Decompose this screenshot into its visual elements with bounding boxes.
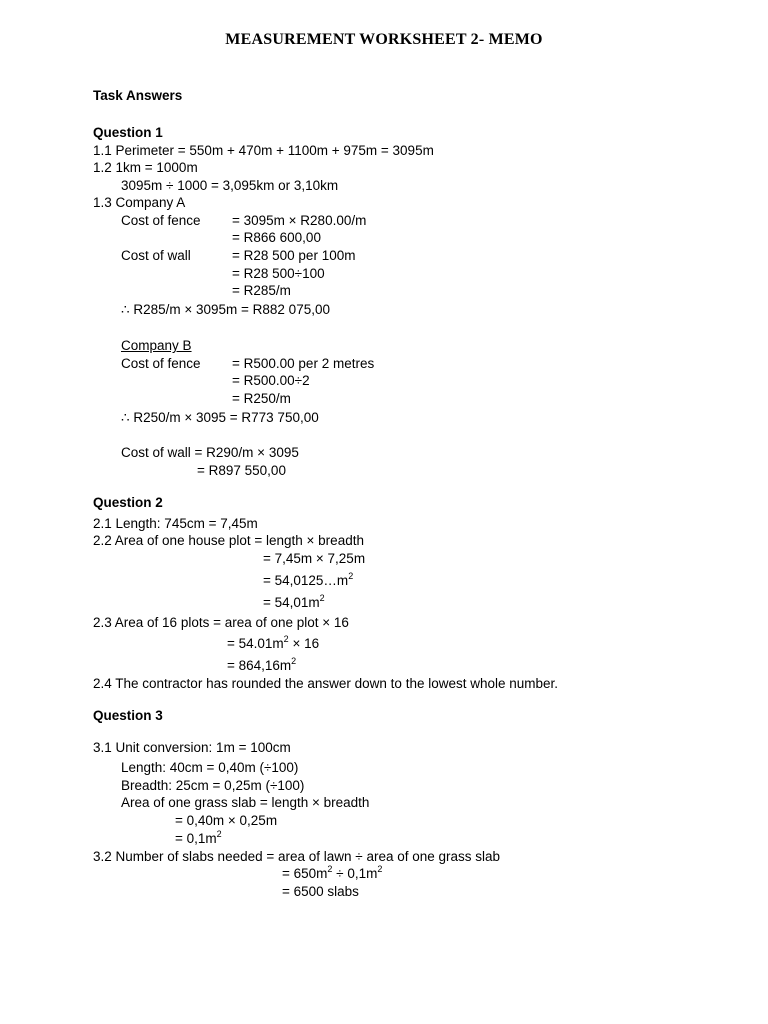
answer-1-2: 1.2 1km = 1000m — [93, 160, 198, 175]
answer-3-2: 3.2 Number of slabs needed = area of lawn ÷ area of one grass slab — [93, 849, 501, 864]
answer-2-3-step-1: = $54.01m^2 \times 16$ — [227, 634, 320, 651]
answer-3-1-area: Area of one grass slab = length × breadth — [121, 795, 370, 810]
answer-1-3: 1.3 Company A — [93, 195, 186, 210]
fence-b-step-3: = R250/m — [232, 391, 291, 406]
answer-3-2-step-2: = 6500 slabs — [282, 884, 359, 899]
answer-2-1: 2.1 Length: 745cm = 7,45m — [93, 516, 258, 531]
section-heading: Task Answers — [93, 88, 183, 103]
fence-a-step-1: = 3095m × R280.00/m — [232, 213, 367, 228]
answer-3-1-length: Length: 40cm = 0,40m (÷100) — [121, 760, 299, 775]
fence-a-label: Cost of fence — [121, 213, 201, 228]
fence-b-label: Cost of fence — [121, 356, 201, 371]
wall-a-step-2: = R28 500÷100 — [232, 266, 325, 281]
wall-a-label: Cost of wall — [121, 248, 191, 263]
question-3-heading: Question 3 — [93, 708, 163, 723]
answer-3-1-step-2: = $0,1m^2$ — [175, 829, 222, 846]
therefore-a: ∴ R285/m × 3095m = R882 075,00 — [121, 302, 330, 317]
page-title: MEASUREMENT WORKSHEET 2- MEMO — [225, 31, 543, 48]
answer-2-4: 2.4 The contractor has rounded the answer down to the lowest whole number. — [93, 676, 559, 691]
answer-2-2-step-3: = $54,01m^2$ — [263, 593, 325, 610]
company-b-heading: Company B — [121, 338, 192, 353]
question-1-heading: Question 1 — [93, 125, 163, 140]
answer-3-1-breadth: Breadth: 25cm = 0,25m (÷100) — [121, 778, 305, 793]
wall-b-step-2: = R897 550,00 — [197, 463, 286, 478]
answer-3-1: 3.1 Unit conversion: 1m = 100cm — [93, 740, 291, 755]
wall-a-step-1: = R28 500 per 100m — [232, 248, 356, 263]
wall-a-step-3: = R285/m — [232, 283, 291, 298]
answer-2-3: 2.3 Area of 16 plots = area of one plot × 16 — [93, 615, 349, 630]
fence-b-step-2: = R500.00÷2 — [232, 373, 310, 388]
wall-b-step-1: Cost of wall = R290/m × 3095 — [121, 445, 299, 460]
answer-1-2-calc: 3095m ÷ 1000 = 3,095km or 3,10km — [121, 178, 339, 193]
fence-b-step-1: = R500.00 per 2 metres — [232, 356, 375, 371]
answer-2-3-step-2: = $864,16m^2$ — [227, 656, 297, 673]
question-2-heading: Question 2 — [93, 495, 163, 510]
fence-a-step-2: = R866 600,00 — [232, 230, 321, 245]
answer-3-2-step-1: = $650m^2 \div 0,1m^2$ — [282, 864, 383, 881]
therefore-b: ∴ R250/m × 3095 = R773 750,00 — [121, 410, 319, 425]
answer-3-1-step-1: = 0,40m × 0,25m — [175, 813, 278, 828]
answer-2-2: 2.2 Area of one house plot = length × breadth — [93, 533, 364, 548]
answer-2-2-step-2: = $54,0125\dots m^2$ — [263, 571, 354, 588]
answer-1-1: 1.1 Perimeter = 550m + 470m + 1100m + 975m = 3095m — [93, 143, 434, 158]
answer-2-2-step-1: = 7,45m × 7,25m — [263, 551, 366, 566]
